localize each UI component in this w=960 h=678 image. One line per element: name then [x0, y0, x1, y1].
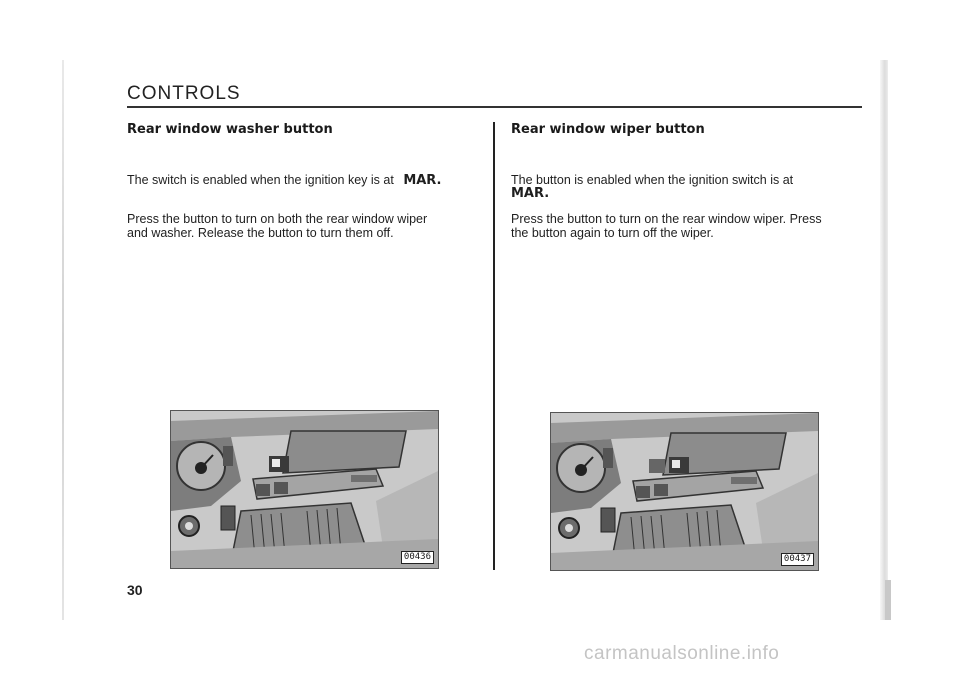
- right-dashboard-illustration: [551, 413, 818, 570]
- section-title: CONTROLS: [127, 83, 241, 104]
- right-paragraph-2-line-1: Press the button to turn on the rear window wiper. Press: [511, 212, 822, 226]
- right-paragraph-2: [511, 212, 871, 240]
- left-heading: Rear window washer button: [127, 122, 333, 137]
- column-divider: [493, 122, 495, 570]
- left-paragraph-2-line-2: and washer. Release the button to turn them off.: [127, 226, 394, 240]
- left-dashboard-figure: [170, 410, 439, 569]
- right-mar-term: MAR.: [511, 186, 550, 201]
- scan-edge-right: [880, 60, 888, 620]
- left-figure-code: 00436: [401, 551, 434, 564]
- right-figure-code: 00437: [781, 553, 814, 566]
- left-mar-term: MAR.: [403, 173, 442, 188]
- right-paragraph-1-line-1: The button is enabled when the ignition switch is at: [511, 173, 794, 187]
- right-paragraph-2-line-2: the button again to turn off the wiper.: [511, 226, 714, 240]
- header-rule: [127, 106, 862, 108]
- scan-shadow-right: [885, 580, 891, 620]
- right-paragraph-1: [511, 173, 861, 201]
- left-dashboard-illustration: [171, 411, 438, 568]
- left-paragraph-2-line-1: Press the button to turn on both the rear window wiper: [127, 212, 428, 226]
- right-heading: Rear window wiper button: [511, 122, 705, 137]
- scan-edge-left: [62, 60, 64, 620]
- watermark: carmanualsonline.info: [584, 643, 780, 664]
- right-dashboard-figure: [550, 412, 819, 571]
- left-paragraph-2: [127, 212, 487, 240]
- left-paragraph-1: [127, 173, 477, 188]
- page-number: 30: [127, 582, 143, 598]
- left-paragraph-1-text: The switch is enabled when the ignition key is at: [127, 173, 394, 187]
